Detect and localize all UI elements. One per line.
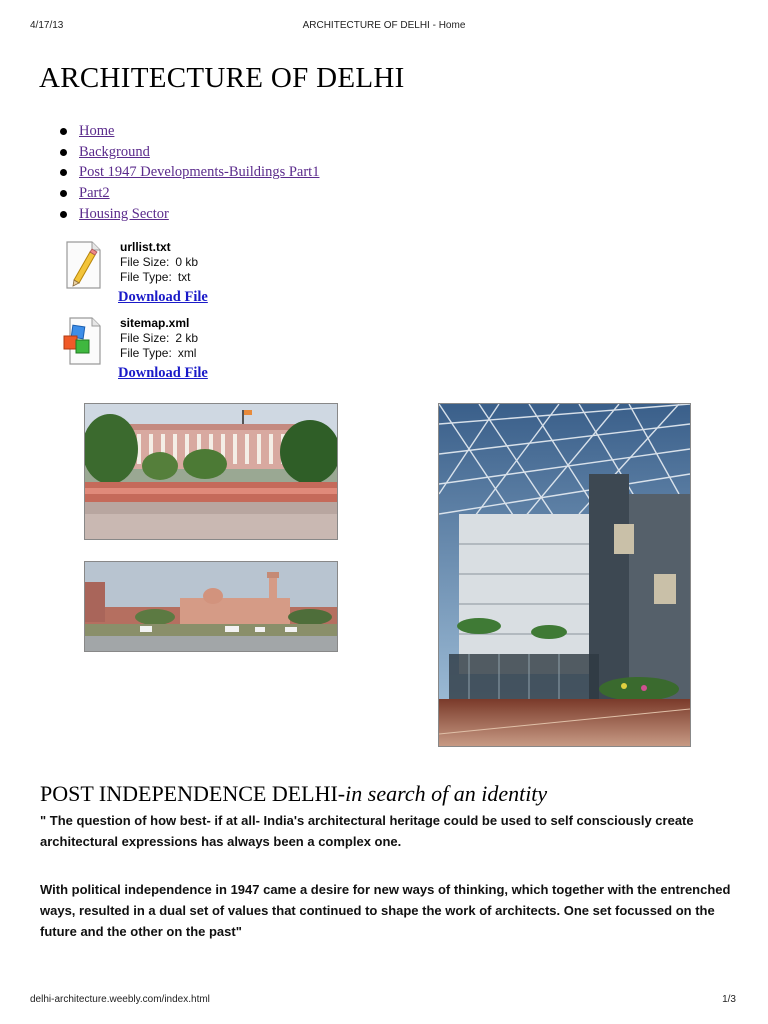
site-title: ARCHITECTURE OF DELHI [39,62,405,94]
file-name: urllist.txt [120,240,171,254]
file-size [120,255,198,270]
file-type [120,346,196,361]
bullet-icon [60,149,67,156]
bullet-icon [60,190,67,197]
nav-item-part2 [60,183,319,204]
file-type-label: File Type: [120,346,172,360]
file-name: sitemap.xml [120,316,190,330]
download-file-link[interactable]: Download File [118,289,208,305]
quote-paragraph-2: With political independence in 1947 came a desire for new ways of thinking, which together with the entrenched ways, resulted in a dual set of values that continued to shape the work of architects. One set focussed on the future and the other on the past" [40,882,731,939]
section-heading-main: POST INDEPENDENCE DELHI- [40,781,346,806]
nav-link-post-1947-part1[interactable]: Post 1947 Developments-Buildings Part1 [79,164,320,181]
nav-link-housing-sector[interactable]: Housing Sector [79,205,169,222]
bullet-icon [60,211,67,218]
nav-link-background[interactable]: Background [79,143,150,160]
quote-paragraph-1: " The question of how best- if at all- India's architectural heritage could be used to self consciously create architectural expressions has always been a complex one. [40,813,694,849]
file-attachment-sitemap [62,316,362,386]
print-date: 4/17/13 [30,20,64,31]
nav-item-background [60,142,319,163]
file-type [120,270,190,285]
download-file-link[interactable]: Download File [118,365,208,381]
bullet-icon [60,128,67,135]
section-heading [40,780,547,808]
page-count: 1/3 [722,994,736,1005]
atrium-interior-photo [438,403,691,747]
xml-file-icon [62,316,106,366]
file-size-label: File Size: [120,331,170,345]
file-type-value: txt [177,270,191,284]
bullet-icon [60,169,67,176]
nav-item-home [60,121,319,142]
nav-item-post-1947-part1 [60,162,319,183]
nav-item-housing-sector [60,204,319,225]
print-footer [0,993,768,1007]
section-heading-subtitle: in search of an identity [345,781,548,806]
nav-link-home[interactable]: Home [79,123,115,139]
file-size [120,331,198,346]
file-size-value: 2 kb [175,331,199,345]
secretariat-buildings-photo [84,561,338,652]
file-type-value: xml [177,346,197,360]
print-header [0,19,768,33]
file-type-label: File Type: [120,270,172,284]
print-url: delhi-architecture.weebly.com/index.html [30,994,210,1005]
nav-link-part2[interactable]: Part2 [79,185,110,202]
file-attachment-urllist [62,240,362,310]
main-nav [60,121,319,224]
text-file-icon [62,240,106,290]
parliament-house-photo [84,403,338,540]
file-size-value: 0 kb [175,255,199,269]
print-page-title: ARCHITECTURE OF DELHI - Home [302,20,466,31]
file-size-label: File Size: [120,255,170,269]
